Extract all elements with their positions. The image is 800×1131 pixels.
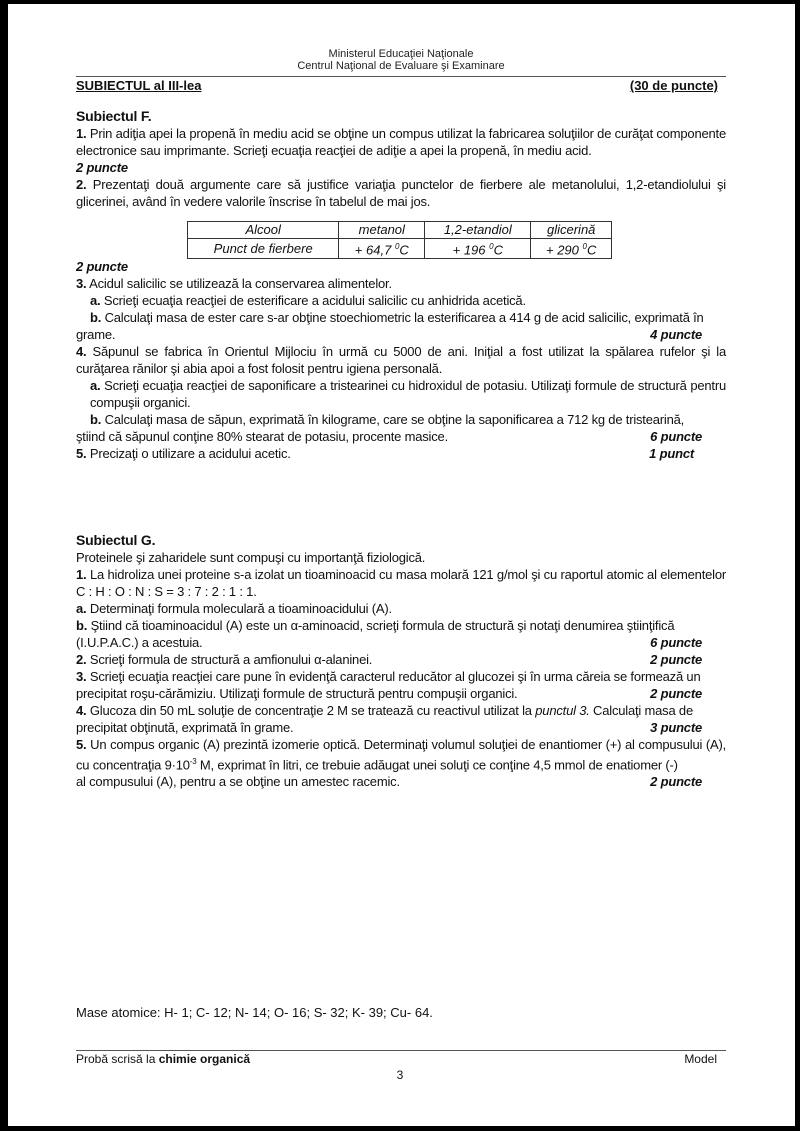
ministry-name: Ministerul Educaţiei Naţionale: [328, 48, 474, 60]
question-g1: 1. La hidroliza unei proteine s-a izolat un tioaminoacid cu masa molară 121 g/mol şi cu raportul atomic al elementelor C : H : O : N : S = 3 : 7 : 2 : 1 : 1.: [76, 567, 726, 599]
subiect-g: [76, 532, 726, 790]
table-header-cell: 1,2-etandiol: [425, 222, 531, 239]
subiect-g-title: Subiectul G.: [76, 532, 156, 548]
header-rule: [76, 76, 726, 77]
question-f5: 5. Precizaţi o utilizare a acidului acetic. 1 punct: [76, 446, 694, 461]
document-header: [76, 48, 726, 72]
question-g5-end: al compusului (A), pentru a se obţine un amestec racemic. 2 puncte: [76, 774, 702, 790]
subiect-f-cont: [76, 258, 726, 462]
question-g2: 2. Scrieţi formula de structură a amfionului α-alaninei. 2 puncte: [76, 652, 702, 667]
table-cell: + 290 $^0$C: [531, 239, 612, 259]
table-header-cell: metanol: [339, 222, 425, 239]
footer-right: Model: [684, 1052, 717, 1066]
center-name: Centrul Naţional de Evaluare şi Examinare: [297, 60, 505, 72]
table-header-cell: glicerină: [531, 222, 612, 239]
question-f4b: b. Calculaţi masa de săpun, exprimată în kilograme, care se obţine la saponificarea a 712 kg de tristearină,: [90, 412, 685, 427]
question-g1a: a. Determinaţi formula moleculară a tioaminoacidului (A).: [76, 601, 392, 616]
question-f4b-end: ştiind că săpunul conţine 80% stearat de potasiu, procente masice. 6 puncte: [76, 429, 702, 444]
question-f4: 4. Săpunul se fabrica în Orientul Mijlociu în urmă cu 5000 de ani. Iniţial a fost utilizat la spălarea rufelor şi la curăţarea rănilor şi abia apoi a fost folosit pentru igiena personală.: [76, 344, 727, 376]
question-g3-end: precipitat roşu-cărămiziu. Utilizaţi formule de structură pentru compuşii organici. 2 puncte: [76, 686, 702, 701]
question-f2: 2. Prezentaţi două argumente care să justifice variaţia punctelor de fierbere ale metanolului, 1,2-etandiolului şi glicerinei, având în vedere valorile înscrise în tabelul de mai jos.: [76, 177, 726, 209]
question-f1: 1. Prin adiţia apei la propenă în mediu acid se obţine un compus utilizat la fabricarea soluţiilor de curăţat componente electronice sau imprimante. Scrieţi ecuaţia reacţiei de adiţie a apei la propenă, în mediu acid.: [76, 126, 726, 158]
subiect-g-intro: Proteinele şi zaharidele sunt compuşi cu importanţă fiziologică.: [76, 550, 426, 565]
table-cell: + 196 $^0$C: [425, 239, 531, 259]
question-g5: 5. Un compus organic (A) prezintă izomerie optică. Determinaţi volumul soluţiei de enantiomer (+) al compusului (A), cu concentraţia $9\cdot 10^{-3}$ M, exprimat în litri, ce trebuie adăugat unei soluţi ce conţine 4,5 mmol de enatiomer (-): [76, 737, 726, 773]
points-f1: 2 puncte: [76, 160, 128, 175]
atomic-masses: Mase atomice: H- 1; C- 12; N- 14; O- 16; S- 32; K- 39; Cu- 64.: [76, 1005, 433, 1020]
footer: [76, 1052, 717, 1066]
table-header-cell: Alcool: [188, 222, 339, 239]
table-cell: + 64,7 $^0$C: [339, 239, 425, 259]
question-g4: 4. Glucoza din 50 mL soluţie de concentraţie 2 M se tratează cu reactivul utilizat la punctul 3. Calculaţi masa de: [76, 703, 693, 718]
table-header-row: [188, 222, 612, 239]
question-f3: 3. Acidul salicilic se utilizează la conservarea alimentelor.: [76, 276, 392, 291]
question-f3a: a. Scrieţi ecuaţia reacţiei de esterificare a acidului salicilic cu anhidrida acetică.: [90, 293, 526, 308]
points-f2: 2 puncte: [76, 259, 128, 274]
section-title: [76, 78, 718, 93]
question-g3: 3. Scrieţi ecuaţia reacţiei care pune în evidenţă caracterul reducător al glucozei şi în urma căreia se formează un: [76, 669, 701, 684]
footer-rule: [76, 1050, 726, 1051]
table-row-label: Punct de fierbere: [188, 239, 339, 259]
question-f3b: b. Calculaţi masa de ester care s-ar obţine stoechiometric la esterificarea a 414 g de acid salicilic, exprimată în: [90, 310, 704, 325]
section-points: (30 de puncte): [629, 78, 718, 93]
subiect-f: [76, 108, 726, 210]
question-g4-end: precipitat obţinută, exprimată în grame. 3 puncte: [76, 720, 702, 735]
question-f4a: a. Scrieţi ecuaţia reacţiei de saponificare a tristearinei cu hidroxidul de potasiu. Utilizaţi formule de structură pentru compuşii organici.: [90, 378, 726, 410]
table-row: [188, 239, 612, 259]
question-g1b: b. Ştiind că tioaminoacidul (A) este un α-aminoacid, scrieţi formula de structură şi notaţi denumirea ştiinţifică: [76, 618, 675, 633]
boiling-point-table: [187, 221, 612, 259]
footer-left: Probă scrisă la chimie organică: [76, 1052, 251, 1066]
question-f3b-end: grame. 4 puncte: [76, 327, 702, 342]
subiect-f-title: Subiectul F.: [76, 108, 152, 124]
question-g1b-end: (I.U.P.A.C.) a acestuia. 6 puncte: [76, 635, 702, 650]
section-title-text: SUBIECTUL al III-lea: [76, 78, 202, 93]
page-number: 3: [396, 1068, 404, 1082]
